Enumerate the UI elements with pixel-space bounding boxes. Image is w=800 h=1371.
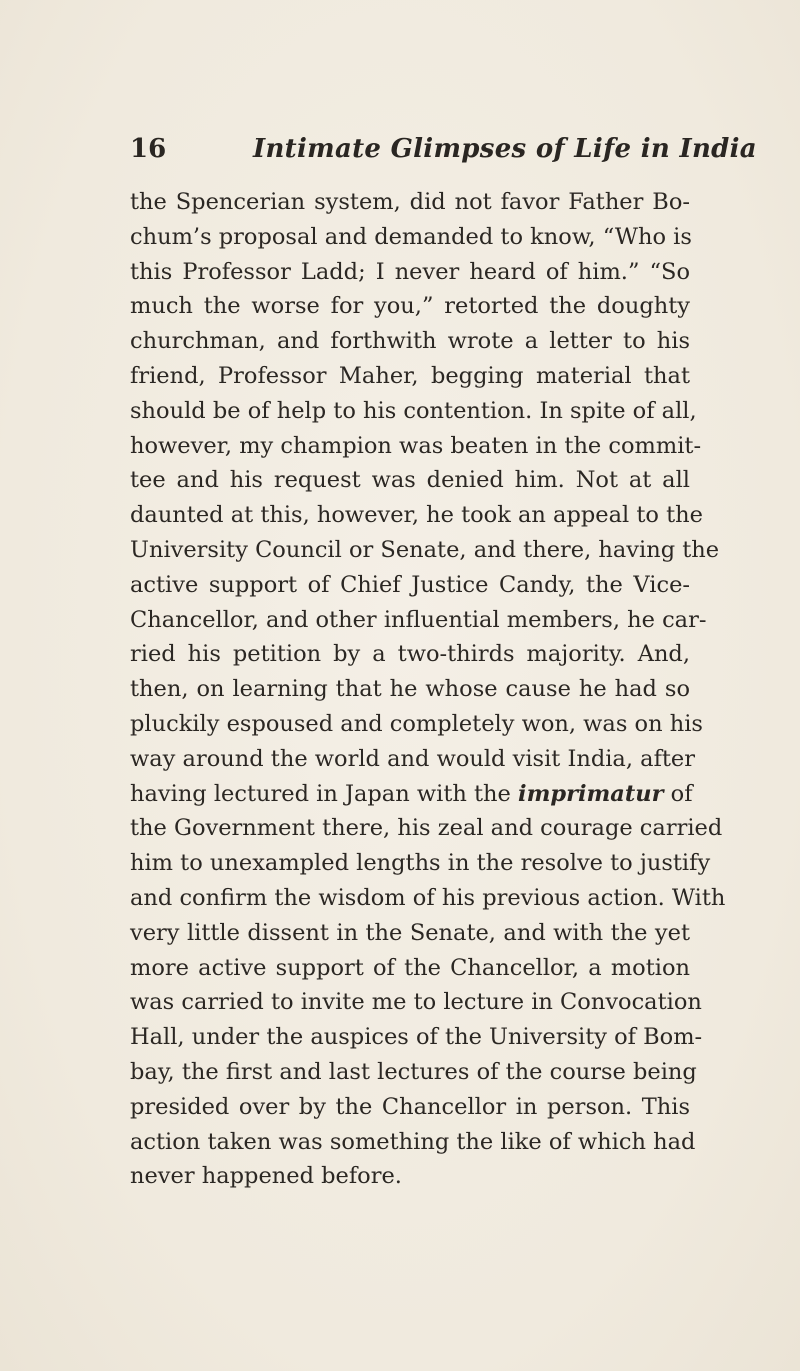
text-line: then, on learning that he whose cause he had so xyxy=(130,676,690,703)
text-segment: of xyxy=(663,780,693,807)
text-line: presided over by the Chancellor in person. This xyxy=(130,1093,690,1120)
text-line: ried his petition by a two-thirds majority. And, xyxy=(130,641,690,668)
text-line: friend, Professor Maher, begging material that xyxy=(130,362,690,389)
text-line: should be of help to his contention. In spite of all, xyxy=(130,397,697,424)
text-line: bay, the first and last lectures of the course being xyxy=(130,1058,697,1085)
text-line: active support of Chief Justice Candy, the Vice- xyxy=(130,571,690,598)
text-line: tee and his request was denied him. Not at all xyxy=(130,467,690,494)
running-title: Intimate Glimpses of Life in India xyxy=(253,134,757,164)
text-line: daunted at this, however, he took an appeal to the xyxy=(130,502,703,529)
text-segment: having lectured in Japan with the xyxy=(130,780,519,807)
text-line: more active support of the Chancellor, a motion xyxy=(130,954,690,981)
text-line: University Council or Senate, and there, having the xyxy=(130,536,720,563)
text-line: the Spencerian system, did not favor Father Bo- xyxy=(130,189,690,215)
text-line: churchman, and forthwith wrote a letter to his xyxy=(130,328,690,355)
text-line: Chancellor, and other influential members, he car- xyxy=(130,606,707,633)
text-line: Hall, under the auspices of the University of Bom- xyxy=(130,1024,703,1051)
text-line: him to unexampled lengths in the resolve to justify xyxy=(130,850,711,877)
page-number: 16 xyxy=(130,134,167,164)
text-line: this Professor Ladd; I never heard of him.” “So xyxy=(130,258,690,285)
text-line: pluckily espoused and completely won, was on his xyxy=(130,710,703,737)
text-line: action taken was something the like of which had xyxy=(130,1128,696,1155)
text-line-last: never happened before. xyxy=(130,1163,402,1190)
text-line: was carried to invite me to lecture in Convocation xyxy=(130,989,702,1016)
text-line: and confirm the wisdom of his previous action. With xyxy=(130,884,726,911)
italic-term: imprimatur xyxy=(518,780,664,807)
text-line: much the worse for you,” retorted the doughty xyxy=(130,293,690,320)
text-line-with-italic xyxy=(130,777,693,812)
text-line: the Government there, his zeal and courage carried xyxy=(130,815,723,842)
text-line: chum’s proposal and demanded to know, “Who is xyxy=(130,223,692,250)
text-line: very little dissent in the Senate, and with the yet xyxy=(130,919,690,946)
text-line: however, my champion was beaten in the commit- xyxy=(130,432,702,459)
running-head xyxy=(130,134,757,174)
text-line: way around the world and would visit India, after xyxy=(130,745,696,772)
body-paragraph xyxy=(130,185,726,1194)
